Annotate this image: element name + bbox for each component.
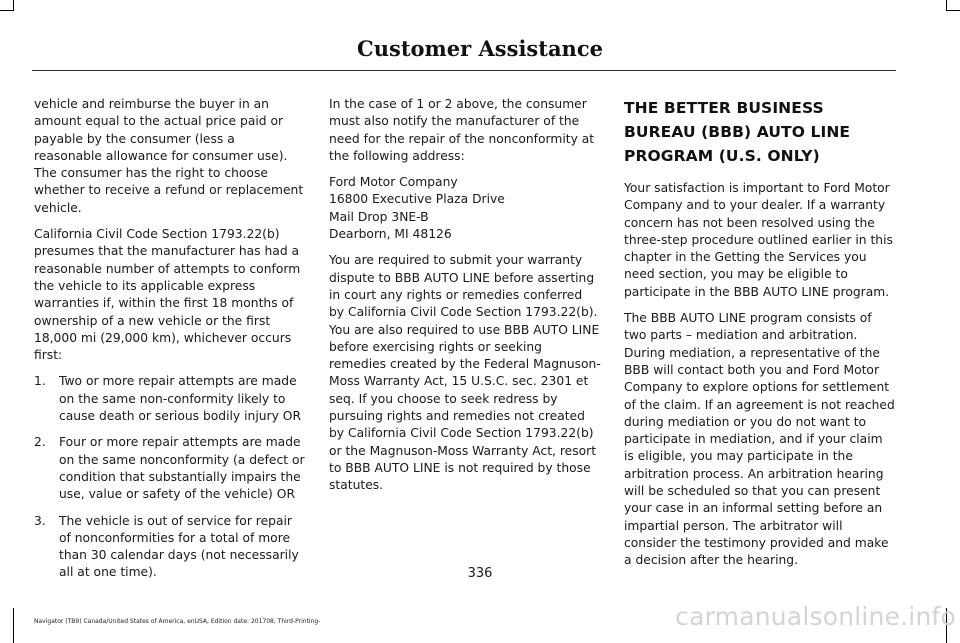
list-number: 1.: [34, 374, 46, 389]
list-text: The vehicle is out of service for repair of nonconformities for a total of more than 30 calendar days (not necessarily all at one time).: [59, 513, 299, 580]
section-heading: THE BETTER BUSINESS BUREAU (BBB) AUTO LINE PROGRAM (U.S. ONLY): [624, 99, 851, 165]
list-text: Two or more repair attempts are made on the same non-conformity likely to cause death or serious bodily injury OR: [59, 374, 302, 424]
paragraph: The BBB AUTO LINE program consists of two parts – mediation and arbitration. During mediation, a representative of the BBB will contact both you and Ford Motor Company to explore options for settlement of the claim. If an agreement is not reached during mediation or you do not want to participate in mediation, and if your claim is eligible, you may participate in the arbitration process. An arbitration hearing will be scheduled so that you can present your case in an informal setting before an impartial person. The arbitrator will consider the testimony provided and make a decision after the hearing.: [624, 311, 895, 568]
crop-mark-top-left-v: [13, 0, 14, 10]
paragraph: Your satisfaction is important to Ford Motor Company and to your dealer. If a warranty concern has not been resolved using the three-step procedure outlined earlier in this chapter in the Getting the Services you need section, you may be eligible to participate in the BBB AUTO LINE program.: [624, 181, 893, 299]
paragraph: In the case of 1 or 2 above, the consumer must also notify the manufacturer of the need for the repair of the nonconformity at the following address:: [329, 97, 595, 163]
column-1: [34, 96, 306, 591]
mailing-address: [329, 174, 601, 243]
column-3: [624, 96, 896, 579]
footer-edition-info: Navigator (TB9) Canada/United States of America, enUSA, Edition date: 201708, Third-Printing-: [34, 618, 321, 625]
numbered-list: [34, 373, 306, 581]
list-text: Four or more repair attempts are made on the same nonconformity (a defect or condition that substantially impairs the use, value or safety of the vehicle) OR: [59, 435, 305, 502]
address-line: Ford Motor Company: [329, 175, 458, 190]
list-number: 3.: [34, 513, 46, 528]
column-2: [329, 96, 601, 504]
page-title: Customer Assistance: [357, 36, 603, 61]
address-line: Dearborn, MI 48126: [329, 227, 452, 242]
list-item: [34, 373, 306, 425]
crop-mark-top-right-h: [946, 10, 960, 11]
address-line: Mail Drop 3NE-B: [329, 209, 429, 224]
paragraph: vehicle and reimburse the buyer in an amount equal to the actual price paid or payable by the consumer (less a reasonable allowance for consumer use). The consumer has the right to choose whether to receive a refund or replacement vehicle.: [34, 97, 304, 215]
page-number: 336: [467, 566, 493, 581]
crop-mark-bottom-left-v: [13, 608, 14, 643]
list-item: [34, 434, 306, 503]
list-number: 2.: [34, 435, 46, 450]
crop-mark-top-left-h: [0, 10, 14, 11]
paragraph: You are required to submit your warranty dispute to BBB AUTO LINE before asserting in court any rights or remedies conferred by California Civil Code Section 1793.22(b). You are also required to use BBB AUTO LINE before exercising rights or seeking remedies created by the Federal Magnuson-Moss Warranty Act, 15 U.S.C. sec. 2301 et seq. If you choose to seek redress by pursuing rights and remedies not created by California Civil Code Section 1793.22(b) or the Magnuson-Moss Warranty Act, resort to BBB AUTO LINE is not required by those statutes.: [329, 253, 601, 493]
header-divider: [32, 70, 896, 71]
paragraph: California Civil Code Section 1793.22(b) presumes that the manufacturer has had a reasonable number of attempts to conform the vehicle to its applicable express warranties if, within the first 18 months of ownership of a new vehicle or the first 18,000 mi (29,000 km), whichever occurs first:: [34, 227, 301, 363]
watermark: carmanualsonline.info: [675, 602, 956, 631]
address-line: 16800 Executive Plaza Drive: [329, 192, 505, 207]
crop-mark-top-right-v: [946, 0, 947, 10]
